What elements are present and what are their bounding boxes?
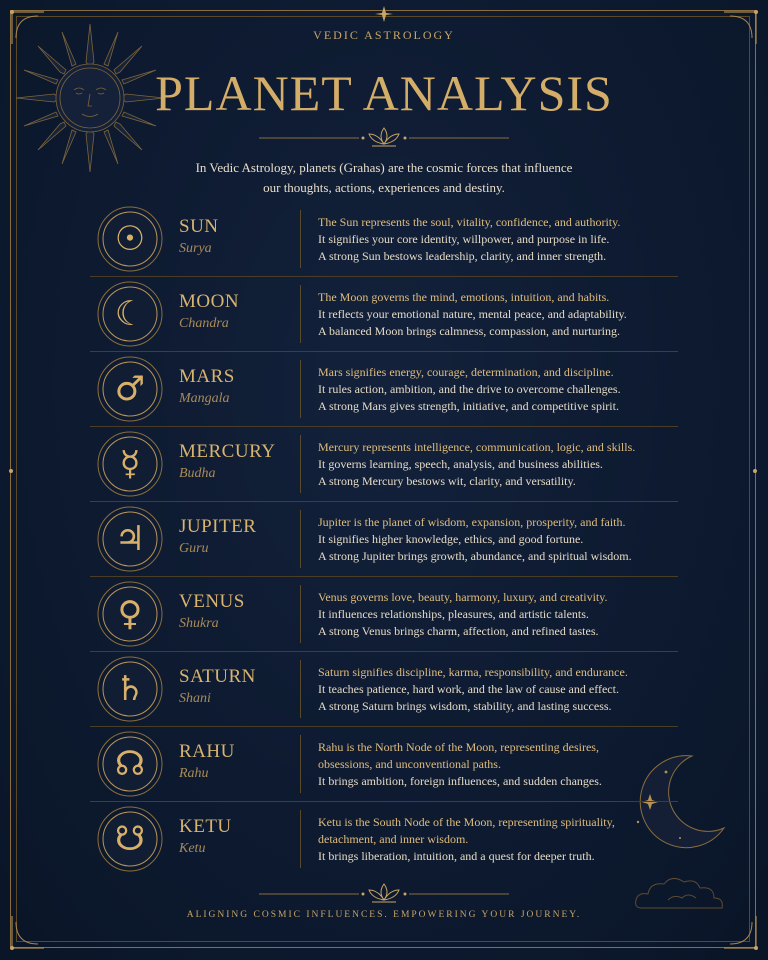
planet-name: SUN [179,216,219,237]
divider [300,735,301,793]
planet-sanskrit-name: Chandra [179,316,229,331]
planet-description: Saturn signifies discipline, karma, responsibility, and endurance. It teaches patience, hard work, and the law of cause and effect. A strong Saturn brings wisdom, stability, and lasting success. [318,665,628,713]
planet-name: MARS [179,366,235,387]
planet-sanskrit-name: Shukra [179,616,219,631]
lotus-icon [259,880,509,906]
page-title: PLANET ANALYSIS [155,65,613,121]
sun-symbol-icon: ☉ [96,205,164,273]
divider [300,285,301,343]
lotus-icon [259,124,509,150]
planet-row-jupiter [90,502,678,577]
divider [300,510,301,568]
rahu-symbol-icon: ☊ [96,730,164,798]
divider [300,210,301,268]
planet-name: RAHU [179,741,235,762]
star-icon [372,5,396,23]
planet-description: Ketu is the South Node of the Moon, representing spirituality, detachment, and inner wisdom. It brings liberation, intuition, and a quest for deeper truth. [318,815,615,863]
intro-line: In Vedic Astrology, planets (Grahas) are the cosmic forces that influence [195,160,573,175]
planet-name: SATURN [179,666,256,687]
planet-row-mercury [90,427,678,502]
planet-description: Mars signifies energy, courage, determination, and discipline. It rules action, ambition, and the drive to overcome challenges. A strong Mars gives strength, initiative, and competitive spirit. [318,365,621,413]
planet-sanskrit-name: Mangala [179,391,230,406]
planet-row-ketu [90,802,678,876]
planet-name: MOON [179,291,240,312]
ketu-symbol-icon: ☋ [96,805,164,873]
jupiter-symbol-icon: ♃ [96,505,164,573]
star-icon [752,468,758,474]
divider [300,810,301,868]
planet-sanskrit-name: Budha [179,466,216,481]
eyebrow-label: VEDIC ASTROLOGY [313,28,455,42]
divider [300,360,301,418]
planet-row-rahu [90,727,678,802]
planet-name: MERCURY [179,441,276,462]
planet-sanskrit-name: Shani [179,691,211,706]
saturn-symbol-icon: ♄ [96,655,164,723]
planet-row-saturn [90,652,678,727]
planet-list [90,202,678,876]
planet-sanskrit-name: Ketu [179,841,206,856]
planet-description: The Sun represents the soul, vitality, confidence, and authority. It signifies your core identity, willpower, and purpose in life. A strong Sun bestows leadership, clarity, and inner strength. [318,215,621,263]
star-icon [8,468,14,474]
mercury-symbol-icon: ☿ [96,430,164,498]
venus-symbol-icon: ♀ [96,580,164,648]
footer-tagline: ALIGNING COSMIC INFLUENCES. EMPOWERING YOUR JOURNEY. [186,910,582,920]
planet-name: VENUS [179,591,245,612]
planet-name: KETU [179,816,232,837]
planet-description: Jupiter is the planet of wisdom, expansion, prosperity, and faith. It signifies higher knowledge, ethics, and good fortune. A strong Jupiter brings growth, abundance, and spiritual wisdom. [318,515,632,563]
divider [300,660,301,718]
moon-symbol-icon: ☾ [96,280,164,348]
planet-description: Mercury represents intelligence, communication, logic, and skills. It governs learning, speech, analysis, and business abilities. A strong Mercury bestows wit, clarity, and versatility. [318,440,636,488]
planet-row-moon [90,277,678,352]
planet-name: JUPITER [179,516,257,537]
planet-description: Venus governs love, beauty, harmony, luxury, and creativity. It influences relationships, pleasures, and artistic talents. A strong Venus brings charm, affection, and refined tastes. [318,590,608,638]
planet-row-sun [90,202,678,277]
divider [300,435,301,493]
mars-symbol-icon: ♂ [96,355,164,423]
planet-sanskrit-name: Guru [179,541,209,556]
planet-description: Rahu is the North Node of the Moon, representing desires, obsessions, and unconventional paths. It brings ambition, foreign influences, and sudden changes. [318,740,602,788]
planet-description: The Moon governs the mind, emotions, intuition, and habits. It reflects your emotional nature, mental peace, and adaptability. A balanced Moon brings calmness, compassion, and nurturing. [318,290,627,338]
planet-row-mars [90,352,678,427]
planet-sanskrit-name: Rahu [179,766,209,781]
divider [300,585,301,643]
planet-row-venus [90,577,678,652]
intro-line: our thoughts, actions, experiences and destiny. [263,180,505,195]
intro-text [184,158,584,198]
planet-sanskrit-name: Surya [179,241,212,256]
